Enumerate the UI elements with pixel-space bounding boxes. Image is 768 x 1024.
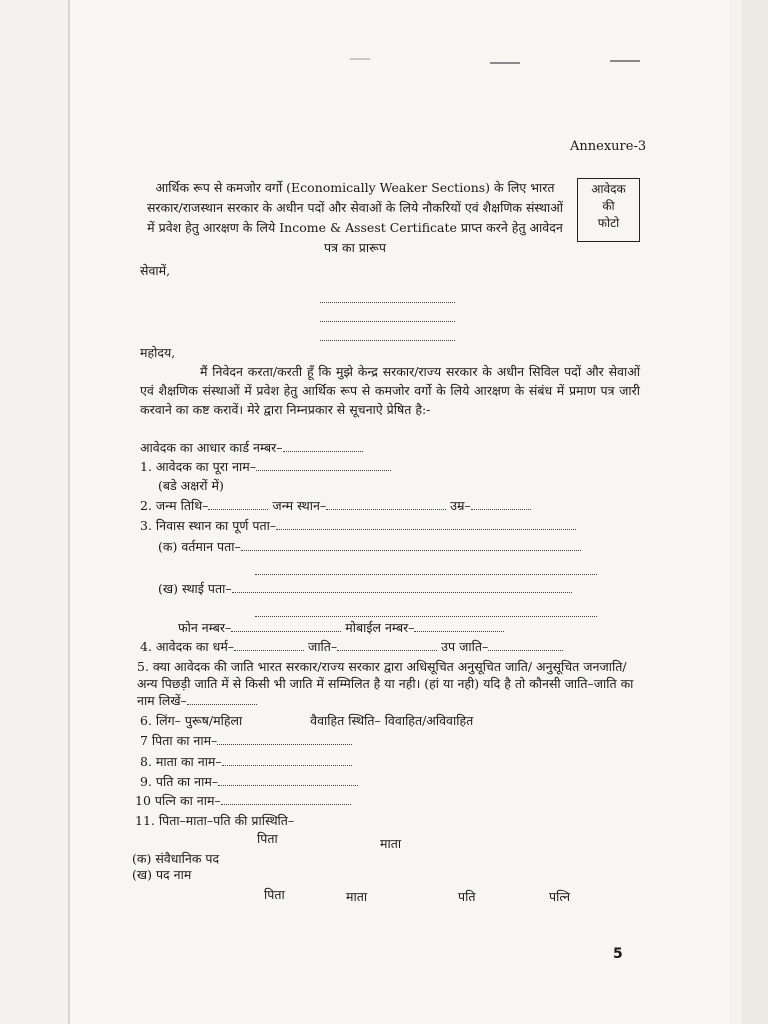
address-line [320, 288, 455, 307]
caste-question [137, 658, 645, 709]
field-label: 1. आवेदक का पूरा नाम– [140, 459, 256, 474]
scan-mark [610, 60, 640, 62]
page-number: 5 [613, 946, 623, 962]
full-name-field [140, 458, 391, 475]
scan-mark [350, 58, 370, 60]
field-label: (क) वर्तमान पता– [158, 539, 241, 554]
field-label: 7 पिता का नाम– [140, 733, 218, 748]
page-edge [68, 0, 70, 1024]
field-label: 8. माता का नाम– [140, 754, 222, 769]
religion-field [140, 638, 563, 655]
husband-col-header: पति [458, 889, 476, 904]
field-label: 2. जन्म तिथि– [140, 498, 209, 513]
constitutional-post-row: (क) संवैधानिक पद [132, 851, 220, 866]
address-line [255, 560, 597, 579]
status-question: 11. पिता–माता–पति की प्रास्थिति– [135, 813, 295, 828]
field-label: 5. क्या आवेदक की जाति भारत सरकार/राज्य सरकार द्वारा अधिसूचित अनुसूचित जाति/ अनुसूचित जनजाति/अन्य पिछड़ी जाति में से किसी भी जाति में सम्मिलित है या नही। (हां या नही) यदि है तो कौनसी जाति–जाति का नाम लिखें– [137, 659, 634, 708]
field-label: मोबाईल नम्बर– [345, 620, 415, 635]
photo-box-line: आवेदक [591, 182, 626, 196]
field-label: 10 पत्नि का नाम– [135, 793, 221, 808]
field-label: 6. लिंग– पुरूष/महिला [140, 713, 243, 728]
address-line [320, 307, 455, 326]
address-line [320, 326, 455, 345]
page-edge-right [742, 0, 768, 1024]
photo-box-line: की [602, 199, 615, 213]
aadhar-field [140, 439, 363, 456]
gender-field [140, 712, 473, 729]
field-label: उप जाति– [441, 639, 489, 654]
field-label: उम्र– [450, 498, 471, 513]
father-name-field [140, 732, 352, 749]
field-label: जन्म स्थान– [272, 498, 327, 513]
field-label: जाति– [308, 639, 338, 654]
wife-col-header: पत्नि [549, 889, 571, 904]
field-label: फोन नम्बर– [178, 620, 232, 635]
dob-field [140, 497, 531, 514]
annexure-label: Annexure-3 [570, 139, 647, 154]
form-title: आर्थिक रूप से कमजोर वर्गो (Economically Weaker Sections) के लिए भारत सरकार/राजस्थान सरकार के अधीन पदों और सेवाओं के लिये नौकरियों एवं शैक्षणिक संस्थाओं में प्रवेश हेतु आरक्षण के लिये Income & Assest Certificate प्राप्त करने हेतु आवेदन पत्र का प्रारूप [146, 180, 564, 255]
mother-name-field [140, 753, 352, 770]
field-label: 4. आवेदक का धर्म– [140, 639, 235, 654]
address-field [140, 517, 576, 534]
current-address-field [158, 538, 581, 555]
request-paragraph: मैं निवेदन करता/करती हूँ कि मुझे केन्द्र सरकार/राज्य सरकार के अधीन सिविल पदों और सेवाओं एवं शैक्षणिक संस्थाओं में प्रवेश हेतु आर्थिक रूप से कमजोर वर्गो के लिये आरक्षण के संबंध में प्रमाण पत्र जारी करवाने का कष्ट करावें। मेरे द्वारा निम्नप्रकार से सूचनाऐ प्रेषित है:- [140, 364, 640, 417]
field-label: 3. निवास स्थान का पूर्ण पता– [140, 518, 277, 533]
husband-name-field [140, 773, 358, 790]
scan-mark [490, 62, 520, 64]
father-col-header: पिता [257, 831, 278, 846]
wife-name-field [135, 792, 351, 809]
field-label: वैवाहित स्थिति– विवाहित/अविवाहित [310, 713, 474, 728]
father-col-header: पिता [264, 887, 285, 902]
photo-box-line: फोटो [597, 216, 620, 230]
mother-col-header: माता [380, 836, 402, 851]
phone-field [178, 619, 504, 636]
mother-col-header: माता [346, 889, 368, 904]
caps-note: (बडे अक्षरों में) [158, 478, 224, 493]
post-name-row: (ख) पद नाम [132, 867, 192, 882]
field-label: (ख) स्थाई पता– [158, 581, 232, 596]
applicant-photo-box [577, 178, 640, 242]
salutation: महोदय, [140, 345, 176, 360]
field-label: आवेदक का आधार कार्ड नम्बर– [140, 440, 283, 455]
salutation-to: सेवामें, [140, 263, 171, 278]
field-label: 9. पति का नाम– [140, 774, 219, 789]
permanent-address-field [158, 580, 572, 597]
